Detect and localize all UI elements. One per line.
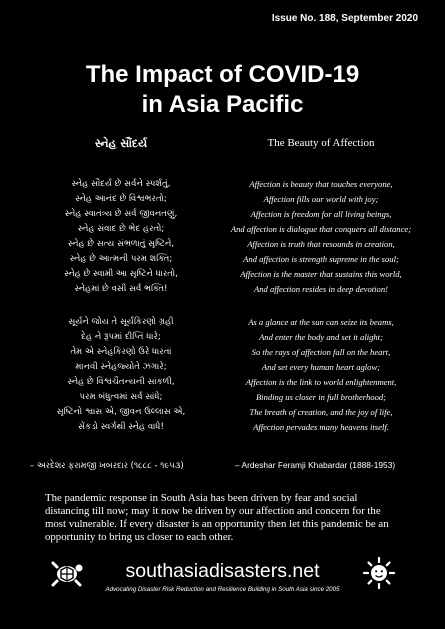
poem-line: Affection fills our world with joy; — [263, 194, 379, 204]
english-author: – Ardeshar Feramji Khabardar (1888-1953) — [235, 460, 396, 470]
brand-name: southasiadisasters.net — [125, 560, 320, 582]
english-poem — [226, 137, 416, 435]
poem-line: સ્નેહ છે વિશ્વચૈતન્યની સાંકળી, — [67, 377, 175, 387]
editorial-note: The pandemic response in South Asia has been driven by fear and social distancing till now; may it now be driven by our affection and concern for the most vulnerable. If every disaster is an opportunity then let this pandemic be an opportunity to bring us closer to each other. — [45, 492, 389, 543]
poem-line: Affection is the link to world enlightenment, — [245, 377, 397, 387]
poem-line: સ્નેહ છે સત્ય સંભળાતું સૃષ્ટિને, — [67, 239, 175, 249]
poem-line: And affection is strength supreme in the soul; — [243, 254, 399, 264]
gujarati-poem — [26, 137, 216, 435]
gujarati-poem-title: સ્નેહ સૌંદર્ય — [94, 137, 148, 150]
poem-line: દેહ ને રૂપમાં દીપ્તિ ધારે; — [81, 332, 161, 342]
poem-line: Binding us closer in full brotherhood; — [255, 392, 387, 402]
poem-line: And affection resides in deep devotion! — [253, 284, 389, 294]
poem-line: Affection is truth that resounds in creation, — [247, 239, 395, 249]
poem-line: And affection is dialogue that conquers all distance; — [230, 224, 412, 234]
poem-line: સ્નેહ આનંદ છે વિશ્વભરતો; — [75, 194, 167, 204]
poem-line: And set every human heart aglow; — [261, 362, 381, 372]
poem-line: સૃષ્ટિનો શ્વાસ એ, જીવન ઉલ્લાસ એ, — [56, 407, 186, 417]
poem-line: As a glance at the sun can seize its beams, — [248, 317, 394, 327]
poem-line: Affection is freedom for all living beings, — [250, 209, 392, 219]
english-stanza-2 — [226, 315, 416, 435]
poem-line: And enter the body and set it alight; — [259, 332, 383, 342]
title-line-1: The Impact of COVID-19 — [85, 61, 360, 88]
poem-line: સૂર્યને જોય તે સૂર્યકિરણો ગ્રહી — [68, 317, 174, 327]
poem-line: Affection pervades many heavens itself. — [253, 422, 389, 432]
poem-line: સ્નેહ સંવાદ છે ભેદ હરતો; — [77, 224, 165, 234]
poem-line: સ્નેહ સૌંદર્ય છે સર્વને સ્પર્શતું, — [71, 179, 171, 189]
poem-line: Affection is beauty that touches everyone, — [249, 179, 393, 189]
poem-line: સ્નેહ છે સ્વામી આ સૃષ્ટિને ધારતો, — [64, 269, 178, 279]
poem-line: સ્નેહ છે આત્મની પરમ શક્તિ; — [69, 254, 173, 264]
poem-line: સ્નેહમાં છે વસી સર્વ ભક્તિ! — [74, 284, 168, 294]
poem-line: So the rays of affection fall on the heart, — [251, 347, 391, 357]
poem-line: સેંકડો સ્વર્ગથી સ્નેહ વાધે! — [78, 422, 164, 432]
gujarati-stanza-1 — [26, 177, 216, 297]
page-title — [0, 60, 445, 120]
english-poem-title: The Beauty of Affection — [267, 137, 375, 149]
poem-line: The breath of creation, and the joy of life, — [249, 407, 393, 417]
sun-face-logo-icon — [362, 556, 396, 590]
gujarati-author: – અરદેશર ફરામજી ખબરદાર (૧૮૮૮ - ૧૯૫૩) — [30, 460, 184, 470]
title-line-2: in Asia Pacific — [141, 91, 304, 118]
poem-line: Affection is the master that sustains this world, — [240, 269, 402, 279]
issue-number: Issue No. 188, September 2020 — [271, 13, 418, 24]
poem-line: સ્નેહ સ્વાતંત્ર્ય છે સર્વ જીવનતણું, — [64, 209, 178, 219]
poem-line: તેમ એ સ્નેહકિરણો ઉરે ધારતાં — [70, 347, 172, 357]
english-stanza-1 — [226, 177, 416, 297]
gujarati-stanza-2 — [26, 315, 216, 435]
poem-line: માનવી સ્નેહજ્યોતે ઝગારે; — [75, 362, 167, 372]
brand-tagline: Advocating Disaster Risk Reduction and Resilience Building in South Asia since 2005 — [105, 586, 340, 593]
poem-line: પરમ બંધુત્વમાં સર્વ સાંધે; — [79, 392, 163, 402]
